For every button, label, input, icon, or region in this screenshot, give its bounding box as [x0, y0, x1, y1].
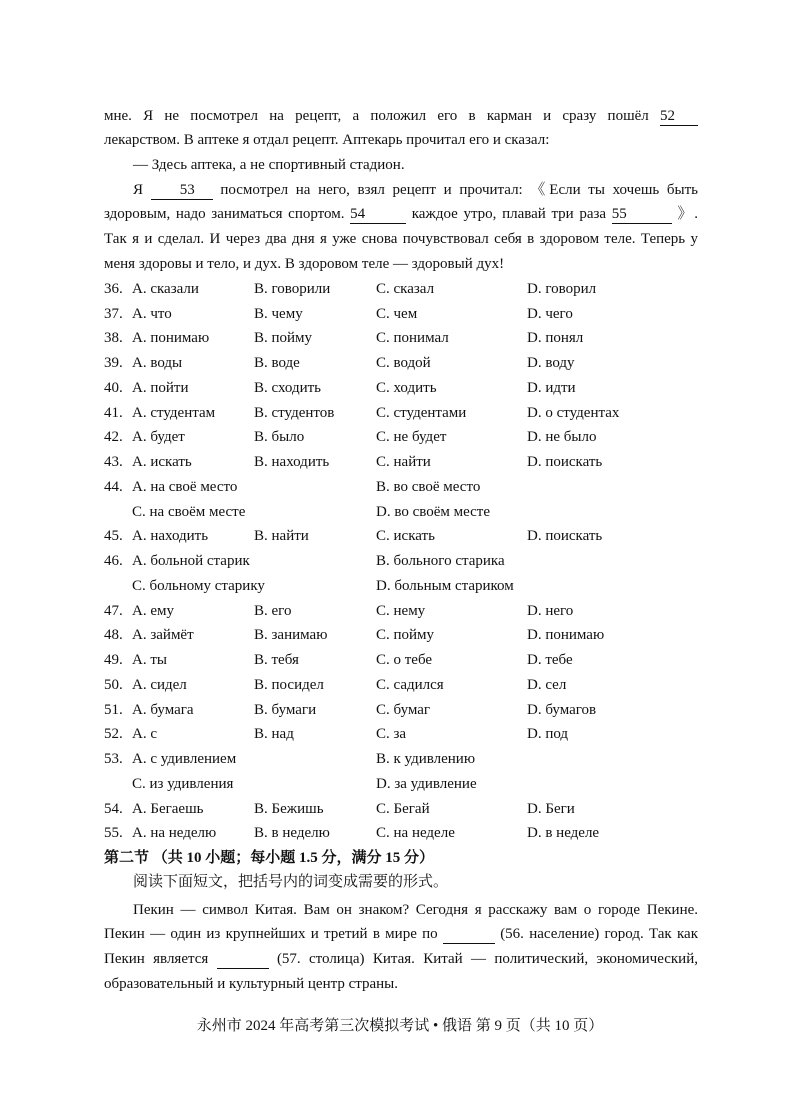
- question-53-row-2: C. из удивления D. за удивление: [132, 776, 477, 792]
- blank-55: 55: [612, 205, 672, 224]
- section-2-instruction: 阅读下面短文，把括号内的词变成需要的形式。: [133, 874, 449, 890]
- passage-line-3: — Здесь аптека, а не спортивный стадион.: [133, 157, 405, 173]
- blank-52: 52: [660, 107, 698, 126]
- blank-53: 53: [151, 181, 213, 200]
- question-46: 46. A. больной старик B. больного старика: [104, 553, 505, 569]
- question-43: 43. A. искать B. находить C. найти D. поискать: [104, 454, 603, 470]
- question-52: 52. A. с B. над C. за D. под: [104, 726, 569, 742]
- question-45: 45. A. находить B. найти C. искать D. поискать: [104, 528, 603, 544]
- section-2-line-1: Пекин — символ Китая. Вам он знаком? Сегодня я расскажу вам о городе Пекине.: [133, 902, 698, 918]
- blank-56: [443, 925, 495, 944]
- question-47: 47. A. ему B. его C. нему D. него: [104, 603, 574, 619]
- section-2-title: 第二节 （共 10 小题；每小题 1.5 分，满分 15 分）: [104, 850, 435, 866]
- question-37: 37. A. что B. чему C. чем D. чего: [104, 306, 573, 322]
- passage-line-2: лекарством. В аптеке я отдал рецепт. Аптекарь прочитал его и сказал:: [104, 132, 550, 148]
- question-40: 40. A. пойти B. сходить C. ходить D. идти: [104, 380, 576, 396]
- question-51: 51. A. бумага B. бумаги C. бумаг D. бумагов: [104, 702, 597, 718]
- question-50: 50. A. сидел B. посидел C. садился D. сел: [104, 677, 567, 693]
- question-44-row-2: C. на своём месте D. во своём месте: [132, 504, 490, 520]
- question-55: 55. A. на неделю B. в неделю C. на неделе D. в неделе: [104, 825, 600, 841]
- question-44: 44. A. на своё место B. во своё место: [104, 479, 481, 495]
- question-39: 39. A. воды B. воде C. водой D. воду: [104, 355, 575, 371]
- section-2-line-3: Пекин является (57. столица) Китая. Китай — политический, экономический,: [104, 951, 698, 967]
- question-38: 38. A. понимаю B. пойму C. понимал D. понял: [104, 330, 584, 346]
- blank-54: 54: [350, 205, 406, 224]
- page-footer: 永州市 2024 年高考第三次模拟考试 • 俄语 第 9 页（共 10 页）: [196, 1018, 604, 1034]
- section-2-line-4: образовательный и культурный центр страны.: [104, 976, 399, 992]
- passage-line-5: здоровым, надо заниматься спортом. 54 каждое утро, плавай три раза 55 》.: [104, 206, 699, 222]
- question-49: 49. A. ты B. тебя C. о тебе D. тебе: [104, 652, 573, 668]
- question-41: 41. A. студентам B. студентов C. студентами D. о студентах: [104, 405, 620, 421]
- question-48: 48. A. займёт B. занимаю C. пойму D. понимаю: [104, 627, 605, 643]
- question-42: 42. A. будет B. было C. не будет D. не было: [104, 429, 597, 445]
- passage-line-4: Я 53 посмотрел на него, взял рецепт и прочитал: 《Если ты хочешь быть: [133, 182, 699, 198]
- blank-57: [217, 950, 269, 969]
- passage-line-7: меня здоровы и тело, и дух. В здоровом теле — здоровый дух!: [104, 256, 505, 272]
- section-2-line-2: Пекин — один из крупнейших и третий в мире по (56. население) город. Так как: [104, 926, 698, 942]
- question-36: 36. A. сказали B. говорили C. сказал D. говорил: [104, 281, 597, 297]
- question-54: 54. A. Бегаешь B. Бежишь C. Бегай D. Беги: [104, 801, 575, 817]
- passage-line-6: Так я и сделал. И через два дня я уже снова почувствовал себя в здоровом теле. Теперь у: [104, 231, 698, 247]
- question-46-row-2: C. больному старику D. больным стариком: [132, 578, 514, 594]
- passage-line-1: мне. Я не посмотрел на рецепт, а положил его в карман и сразу пошёл 52: [104, 104, 698, 129]
- question-53: 53. A. с удивлением B. к удивлению: [104, 751, 476, 767]
